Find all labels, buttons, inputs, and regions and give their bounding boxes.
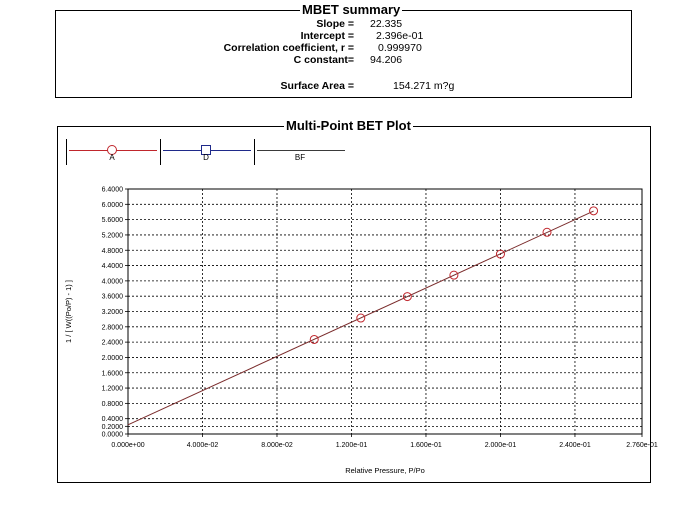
x-axis-title: Relative Pressure, P/Po bbox=[345, 466, 425, 475]
x-tick-label: 0.000e+00 bbox=[111, 442, 145, 449]
y-tick-label: 1.2000 bbox=[101, 385, 123, 393]
y-tick-label: 2.0000 bbox=[101, 354, 123, 362]
legend-label-bf: BF bbox=[294, 153, 306, 162]
best-fit-line bbox=[128, 211, 594, 425]
data-point bbox=[590, 207, 598, 215]
x-tick-label: 2.760e-01 bbox=[626, 442, 658, 449]
legend-label-d: D bbox=[203, 153, 209, 162]
bet-plot-panel bbox=[57, 118, 658, 483]
x-axis-ticks bbox=[111, 434, 658, 449]
y-tick-label: 4.0000 bbox=[101, 278, 123, 286]
grid-layer bbox=[128, 189, 642, 434]
x-tick-label: 2.400e-01 bbox=[559, 442, 591, 449]
y-tick-label: 0.0000 bbox=[101, 431, 123, 439]
y-tick-label: 6.0000 bbox=[101, 201, 123, 209]
intercept-label: Intercept = bbox=[300, 30, 354, 42]
x-tick-label: 1.600e-01 bbox=[410, 442, 442, 449]
mbet-summary-panel bbox=[55, 2, 632, 98]
y-tick-label: 0.2000 bbox=[101, 423, 123, 431]
correlation-value: 0.999970 bbox=[378, 42, 422, 54]
intercept-value: 2.396e-01 bbox=[376, 30, 424, 42]
x-tick-label: 8.000e-02 bbox=[261, 442, 293, 449]
y-axis-ticks bbox=[102, 187, 128, 439]
x-tick-label: 1.200e-01 bbox=[335, 442, 368, 449]
y-tick-label: 3.2000 bbox=[101, 309, 123, 316]
bet-plot-chart bbox=[58, 127, 658, 482]
x-tick-label: 2.000e-01 bbox=[484, 442, 517, 449]
y-tick-label: 4.8000 bbox=[101, 247, 123, 255]
y-tick-label: 5.6000 bbox=[101, 217, 123, 225]
c-constant-label: C constant= bbox=[293, 54, 354, 66]
slope-value: 22.335 bbox=[370, 18, 403, 30]
y-tick-label: 4.4000 bbox=[101, 263, 123, 271]
y-tick-label: 0.8000 bbox=[101, 400, 123, 408]
legend-label-a: A bbox=[109, 153, 115, 162]
c-constant-value: 94.206 bbox=[370, 54, 403, 66]
y-tick-label: 2.8000 bbox=[101, 324, 123, 332]
correlation-label: Correlation coefficient, r = bbox=[223, 42, 354, 54]
surface-area-label: Surface Area = bbox=[280, 80, 354, 92]
y-axis-title: 1 / [ W((Po/P) - 1) ] bbox=[64, 280, 73, 343]
x-tick-label: 4.000e-02 bbox=[186, 442, 219, 449]
y-tick-label: 6.4000 bbox=[101, 186, 123, 194]
bet-plot-title: Multi-Point BET Plot bbox=[286, 118, 411, 133]
y-tick-label: 1.6000 bbox=[101, 370, 123, 378]
mbet-summary-title: MBET summary bbox=[302, 2, 401, 17]
y-tick-label: 3.6000 bbox=[101, 293, 123, 301]
y-tick-label: 2.4000 bbox=[101, 339, 123, 347]
y-tick-label: 5.2000 bbox=[101, 232, 123, 240]
y-tick-label: 0.4000 bbox=[101, 416, 123, 424]
surface-area-value: 154.271 m?g bbox=[393, 80, 455, 92]
slope-label: Slope = bbox=[316, 18, 354, 30]
